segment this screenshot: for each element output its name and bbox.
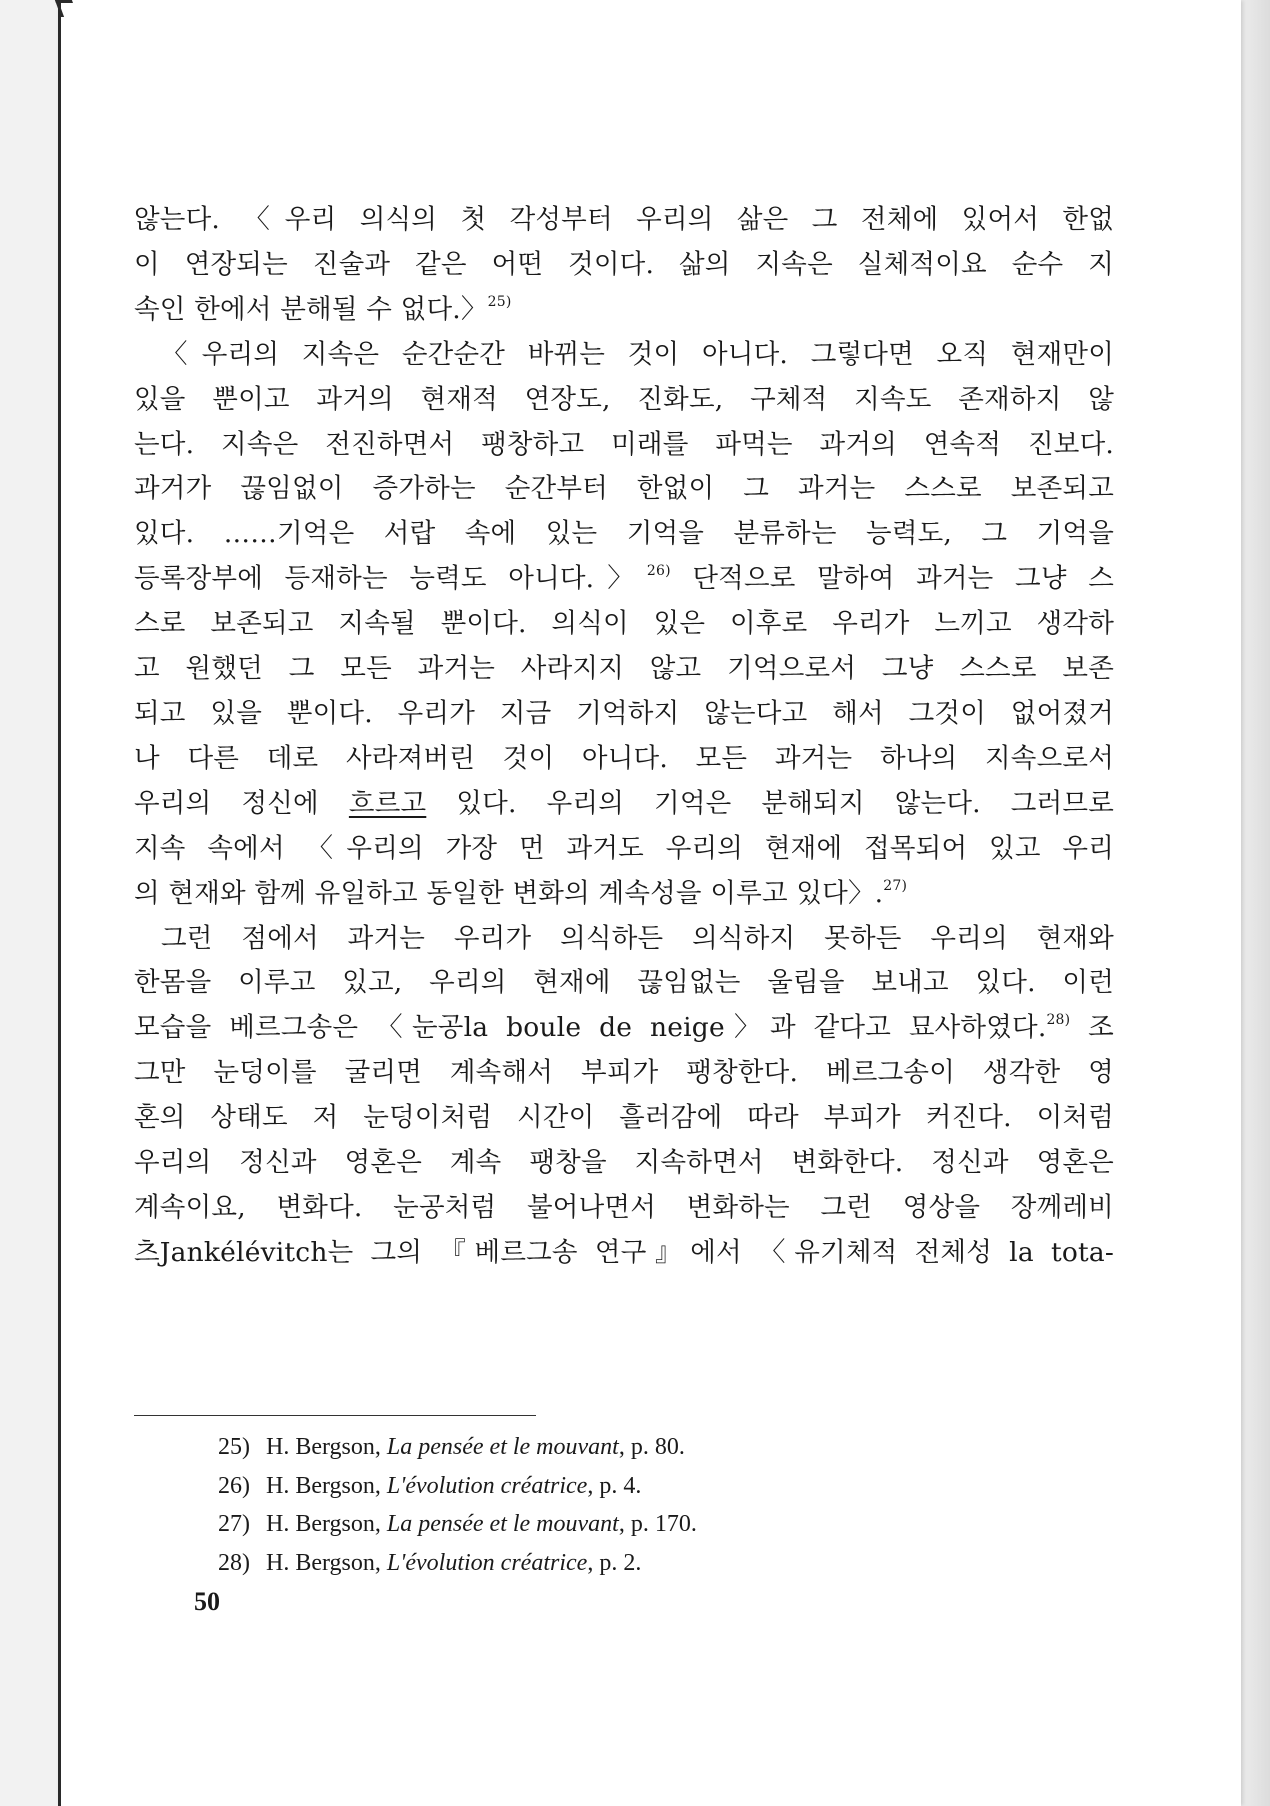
footnote-author: H. Bergson, bbox=[266, 1472, 381, 1499]
footnote-divider bbox=[134, 1415, 536, 1416]
footnote-ref-28: 28) bbox=[1046, 1012, 1071, 1029]
footnote-page: , p. 2. bbox=[587, 1549, 642, 1576]
text-line: 스로 보존되고 지속될 뿐이다. 의식이 있은 이후로 우리가 느끼고 생각하 bbox=[134, 608, 1114, 640]
text-line: 츠Jankélévitch는 그의 『베르그송 연구』에서 〈유기체적 전체성 la tota- bbox=[134, 1236, 1114, 1268]
footnote-author: H. Bergson, bbox=[266, 1434, 381, 1460]
body-text bbox=[134, 198, 1114, 1276]
text-line bbox=[134, 557, 1114, 602]
footnote-page: , p. 170. bbox=[618, 1511, 697, 1537]
text-line: 그런 점에서 과거는 우리가 의식하든 의식하지 못하든 우리의 현재와 bbox=[161, 922, 1114, 954]
text-line: 이 연장되는 진술과 같은 어떤 것이다. 삶의 지속은 실체적이요 순수 지 bbox=[134, 248, 1114, 280]
text-line: 계속이요, 변화다. 눈공처럼 불어나면서 변화하는 그런 영상을 장께레비 bbox=[134, 1191, 1114, 1223]
text-segment: 속인 한에서 분해될 수 없다.〉 bbox=[134, 293, 488, 325]
text-line: 되고 있을 뿐이다. 우리가 지금 기억하지 않는다고 해서 그것이 없어졌거 bbox=[134, 697, 1114, 729]
text-segment: 조 bbox=[1070, 1012, 1114, 1044]
text-line: 우리의 정신과 영혼은 계속 팽창을 지속하면서 변화한다. 정신과 영혼은 bbox=[134, 1147, 1114, 1179]
page-number: 50 bbox=[194, 1587, 220, 1616]
text-line: 있다. ……기억은 서랍 속에 있는 기억을 분류하는 능력도, 그 기억을 bbox=[134, 518, 1114, 550]
footnote-27 bbox=[218, 1505, 1018, 1544]
footnote-author: H. Bergson, bbox=[266, 1549, 381, 1576]
footnote-ref-26: 26) bbox=[646, 563, 671, 580]
footnote-number: 25) bbox=[218, 1434, 250, 1460]
footnote-title: L'évolution créatrice bbox=[386, 1472, 588, 1499]
text-segment: 의 현재와 함께 유일하고 동일한 변화의 계속성을 이루고 있다〉. bbox=[134, 877, 884, 909]
text-line: 혼의 상태도 저 눈덩이처럼 시간이 흘러감에 따라 부피가 커진다. 이처럼 bbox=[134, 1102, 1114, 1134]
footnote-author: H. Bergson, bbox=[266, 1511, 381, 1537]
footnote-page: , p. 80. bbox=[618, 1434, 685, 1460]
underlined-word: 흐르고 bbox=[348, 787, 427, 819]
text-line bbox=[134, 288, 1114, 333]
paragraph-2 bbox=[134, 333, 1114, 917]
footnotes bbox=[218, 1428, 1018, 1582]
footnote-ref-25: 25) bbox=[487, 293, 512, 310]
footnote-title: L'évolution créatrice bbox=[386, 1549, 588, 1576]
text-segment: 우리의 정신에 bbox=[134, 787, 349, 819]
footnote-title: La pensée et le mouvant bbox=[386, 1511, 619, 1537]
text-line: 않는다. 〈우리 의식의 첫 각성부터 우리의 삶은 그 전체에 있어서 한없 bbox=[134, 204, 1114, 235]
text-segment: 있다. 우리의 기억은 분해되지 않는다. 그러므로 bbox=[426, 787, 1114, 819]
text-line: 한몸을 이루고 있고, 우리의 현재에 끊임없는 울림을 보내고 있다. 이런 bbox=[134, 967, 1114, 999]
text-line: 나 다른 데로 사라져버린 것이 아니다. 모든 과거는 하나의 지속으로서 bbox=[134, 742, 1114, 774]
footnote-26 bbox=[218, 1467, 1018, 1506]
text-segment: 모습을 베르그송은 〈눈공la boule de neige〉과 같다고 묘사하였다. bbox=[134, 1012, 1047, 1044]
text-line: 는다. 지속은 전진하면서 팽창하고 미래를 파먹는 과거의 연속적 진보다. bbox=[134, 428, 1114, 460]
text-segment: 등록장부에 등재하는 능력도 아니다.〉 bbox=[134, 563, 647, 595]
footnote-page: , p. 4. bbox=[587, 1472, 642, 1499]
text-line: 〈우리의 지속은 순간순간 바뀌는 것이 아니다. 그렇다면 오직 현재만이 bbox=[161, 338, 1114, 370]
footnote-number: 27) bbox=[218, 1511, 250, 1537]
text-line: 그만 눈덩이를 굴리면 계속해서 부피가 팽창한다. 베르그송이 생각한 영 bbox=[134, 1057, 1114, 1089]
footnote-number: 28) bbox=[218, 1549, 250, 1576]
text-line: 과거가 끊임없이 증가하는 순간부터 한없이 그 과거는 스스로 보존되고 bbox=[134, 473, 1114, 505]
paragraph-3 bbox=[134, 917, 1114, 1276]
footnote-number: 26) bbox=[218, 1472, 250, 1499]
text-line bbox=[134, 782, 1114, 827]
paragraph-1 bbox=[134, 198, 1114, 333]
text-line bbox=[134, 872, 1114, 917]
text-line: 있을 뿐이고 과거의 현재적 연장도, 진화도, 구체적 지속도 존재하지 않 bbox=[134, 383, 1114, 415]
text-line: 지속 속에서 〈우리의 가장 먼 과거도 우리의 현재에 접목되어 있고 우리 bbox=[134, 832, 1114, 864]
footnote-25 bbox=[218, 1428, 1018, 1467]
text-line: 고 원했던 그 모든 과거는 사라지지 않고 기억으로서 그냥 스스로 보존 bbox=[134, 653, 1114, 685]
footnote-ref-27: 27) bbox=[883, 877, 908, 894]
footnote-28 bbox=[218, 1544, 1018, 1583]
footnote-title: La pensée et le mouvant bbox=[386, 1434, 619, 1460]
text-segment: 단적으로 말하여 과거는 그냥 스 bbox=[670, 563, 1114, 595]
text-line bbox=[134, 1006, 1114, 1051]
